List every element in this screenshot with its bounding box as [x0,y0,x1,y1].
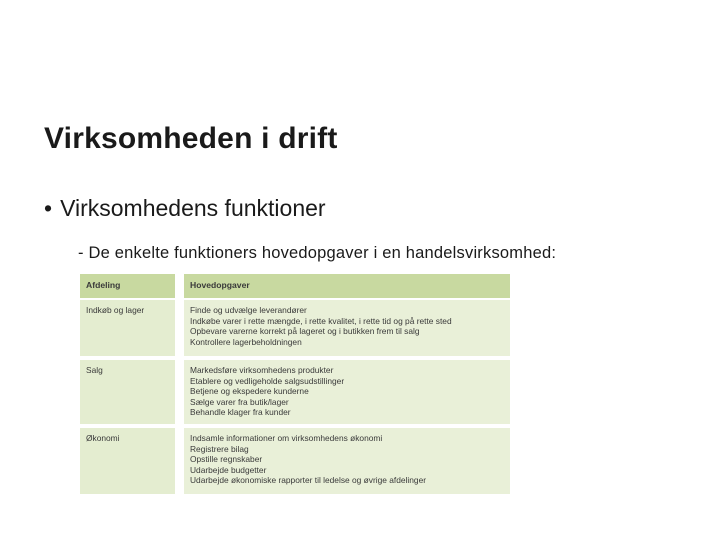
task-line: Indsamle informationer om virksomhedens økonomi [190,433,383,443]
table-cell-tasks [184,360,510,424]
bullet-mark: • [44,195,53,221]
task-line: Indkøbe varer i rette mængde, i rette kvalitet, i rette tid og på rette sted [190,315,452,326]
task-line: Registrere bilag [190,443,249,454]
bullet-item [44,195,326,222]
task-line: Udarbejde budgetter [190,464,267,475]
task-line: Etablere og vedligeholde salgsudstillinger [190,375,345,386]
task-line: Udarbejde økonomiske rapporter til ledelse og øvrige afdelinger [190,475,427,486]
task-line: Betjene og ekspedere kunderne [190,386,309,397]
table-cell-department: Salg [80,360,175,424]
slide-title: Virksomheden i drift [44,122,338,155]
table-cell-tasks [184,428,510,494]
task-line: Opbevare varerne korrekt på lageret og i butikken frem til salg [190,326,420,337]
departments-table [80,274,510,494]
task-line: Opstille regnskaber [190,454,263,465]
row-divider [80,357,510,359]
table-header-department: Afdeling [80,274,175,298]
bullet-text: Virksomhedens funktioner [60,195,326,221]
task-line: Markedsføre virksomhedens produkter [190,365,334,375]
sub-bullet-text: - De enkelte funktioners hovedopgaver i en handelsvirksomhed: [78,244,557,262]
task-line: Sælge varer fra butik/lager [190,396,289,407]
table-cell-department: Økonomi [80,428,175,494]
table-cell-department: Indkøb og lager [80,300,175,356]
row-divider [80,425,510,427]
task-line: Behandle klager fra kunder [190,407,291,418]
table-header-tasks: Hovedopgaver [184,274,510,298]
table-cell-tasks [184,300,510,356]
task-line: Kontrollere lagerbeholdningen [190,336,302,347]
task-line: Finde og udvælge leverandører [190,305,307,315]
